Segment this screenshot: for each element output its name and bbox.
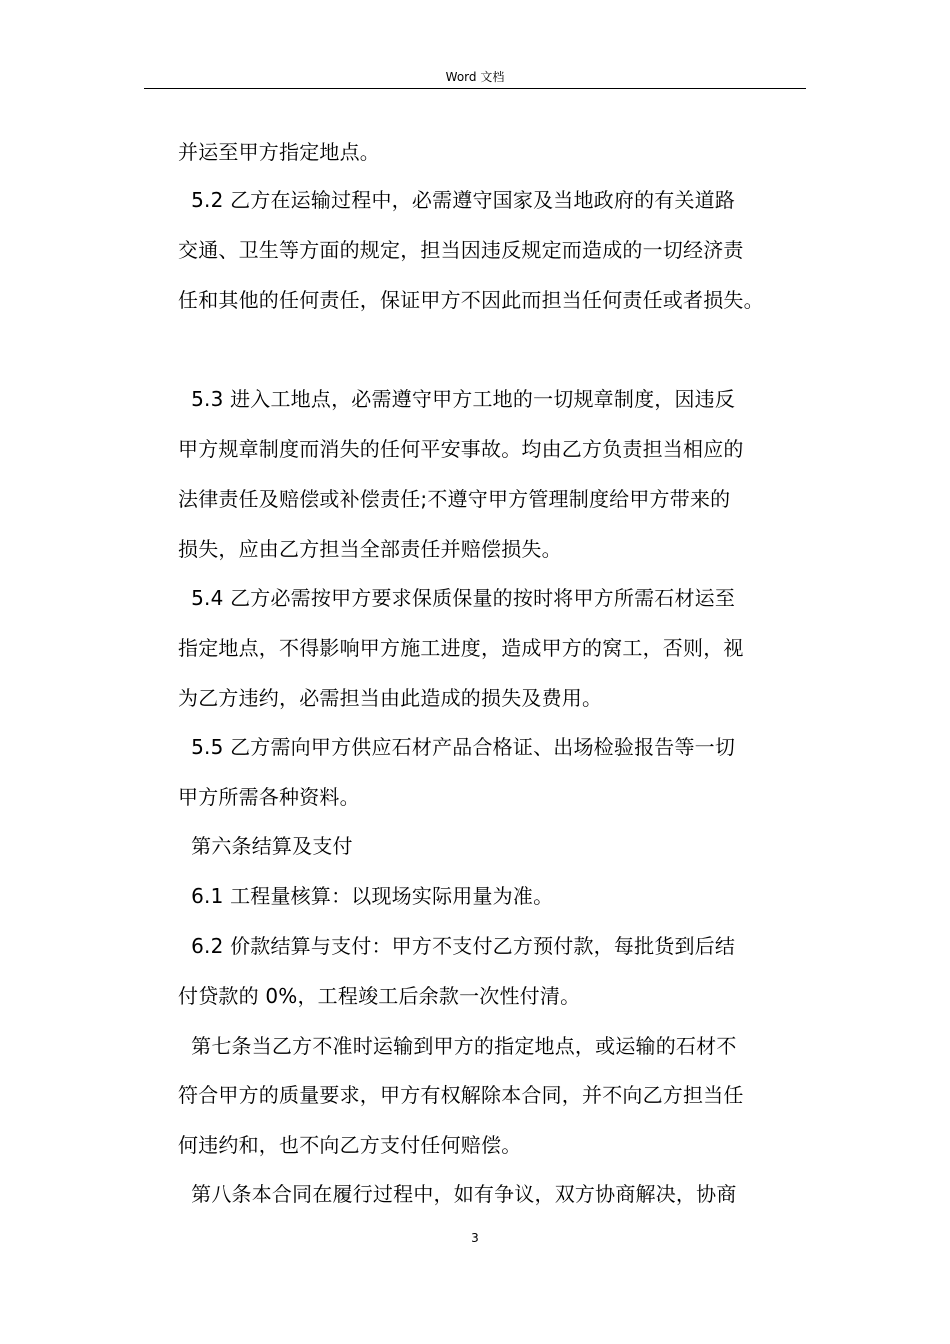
text-line: 交通、卫生等方面的规定，担当因违反规定而造成的一切经济责 — [178, 238, 744, 262]
page-number: 3 — [471, 1231, 479, 1245]
text-line: 5.5 乙方需向甲方供应石材产品合格证、出场检验报告等一切 — [178, 735, 736, 759]
text-line: 法律责任及赔偿或补偿责任;不遵守甲方管理制度给甲方带来的 — [178, 487, 731, 511]
text-line: 任和其他的任何责任，保证甲方不因此而担当任何责任或者损失。 — [178, 288, 764, 312]
text-line: 第六条结算及支付 — [178, 834, 353, 858]
text-line: 5.3 进入工地点，必需遵守甲方工地的一切规章制度，因违反 — [178, 387, 736, 411]
text-line: 并运至甲方指定地点。 — [178, 140, 380, 164]
text-line: 第七条当乙方不准时运输到甲方的指定地点，或运输的石材不 — [178, 1034, 737, 1058]
text-line: 何违约和，也不向乙方支付任何赔偿。 — [178, 1133, 522, 1157]
text-line: 6.1 工程量核算：以现场实际用量为准。 — [178, 884, 554, 908]
text-line: 甲方所需各种资料。 — [178, 785, 360, 809]
text-line: 指定地点，不得影响甲方施工进度，造成甲方的窝工，否则，视 — [178, 636, 744, 660]
text-line: 第八条本合同在履行过程中，如有争议，双方协商解决，协商 — [178, 1182, 737, 1206]
text-line: 付贷款的 0%，工程竣工后余款一次性付清。 — [178, 984, 581, 1008]
text-line: 甲方规章制度而消失的任何平安事故。均由乙方负责担当相应的 — [178, 437, 744, 461]
text-line: 损失，应由乙方担当全部责任并赔偿损失。 — [178, 537, 562, 561]
text-line: 5.2 乙方在运输过程中，必需遵守国家及当地政府的有关道路 — [178, 188, 736, 212]
header-divider — [144, 88, 806, 89]
text-line: 5.4 乙方必需按甲方要求保质保量的按时将甲方所需石材运至 — [178, 586, 736, 610]
header-title: Word 文档 — [445, 70, 505, 84]
text-line: 为乙方违约，必需担当由此造成的损失及费用。 — [178, 686, 603, 710]
text-line: 6.2 价款结算与支付：甲方不支付乙方预付款，每批货到后结 — [178, 934, 736, 958]
text-line: 符合甲方的质量要求，甲方有权解除本合同，并不向乙方担当任 — [178, 1083, 744, 1107]
